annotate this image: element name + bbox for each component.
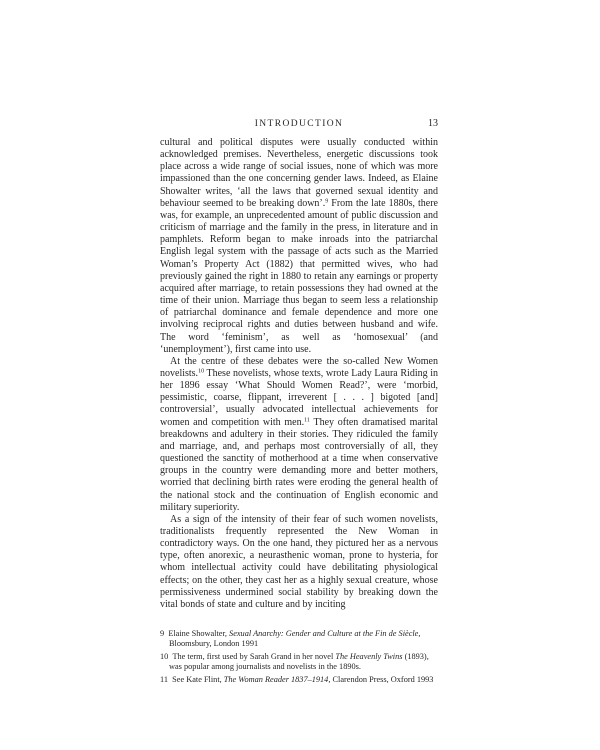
footnote-work-title: The Heavenly Twins <box>335 652 403 661</box>
footnote-ref-11: 11 <box>304 417 310 424</box>
footnote-text: The term, first used by Sarah Grand in her novel <box>172 652 336 661</box>
running-header <box>160 117 438 131</box>
footnote-text: Elaine Showalter, <box>168 629 230 638</box>
paragraph-2-text-c: They often dramatised marital breakdowns and adultery in their stories. They ridiculed the family and marriage, and, and perhaps most controversially of all, they questioned the sanctity of motherhood at a time when conservative groups in the country were demanding more and better mothers, worried that declining birth rates were eroding the general health of the national stock and the continuation of English economic and military superiority. <box>160 416 438 513</box>
footnote-number: 9 <box>160 629 165 638</box>
running-title: INTRODUCTION <box>254 119 344 129</box>
paragraph-3-text: As a sign of the intensity of their fear of such women novelists, traditionalists frequently represented the New Woman in contradictory ways. On the one hand, they pictured her as a nervous type, often anorexic, a neurasthenic woman, prone to hysteria, for whom intellectual activity could have debilitating physiological effects; on the other, they cast her as a highly sexual creature, whose permissiveness undermined social stability by breaking down the vital bonds of state and culture and by inciting <box>160 513 438 610</box>
footnote-ref-9: 9 <box>325 198 329 205</box>
paragraph-2 <box>160 356 438 514</box>
page-number: 13 <box>428 118 438 129</box>
footnote-work-title: Sexual Anarchy: Gender and Culture at the Fin de Siècle <box>229 629 419 638</box>
footnote-text: (1893), was popular among journalists and novelists in the 1890s. <box>169 652 429 672</box>
footnote-text: , Clarendon Press, Oxford 1993 <box>328 675 434 684</box>
paragraph-3 <box>160 514 438 611</box>
footnote-text: See Kate Flint, <box>172 675 224 684</box>
footnote-work-title: The Woman Reader 1837–1914 <box>223 675 329 684</box>
footnote-text: , Bloomsbury, London 1991 <box>169 629 421 649</box>
footnote-number: 11 <box>160 675 168 684</box>
footnote-9 <box>160 629 438 650</box>
footnote-11 <box>160 675 438 685</box>
footnotes <box>160 629 438 688</box>
paragraph-1-text-a: cultural and political disputes were usually conducted within acknowledged premises. Nevertheless, energetic discussions took place across a wide range of social issues, none of which was more impassioned than the one concerning gender laws. Indeed, as Elaine Showalter writes, ‘all the laws that governed sexual identity and behaviour seemed to be breaking down’. <box>160 137 438 209</box>
paragraph-2-text-b: These novelists, whose texts, wrote Lady Laura Riding in her 1896 essay ‘What Should Women Read?’, were ‘morbid, pessimistic, coarse, flippant, irreverent [ . . . ] bigoted [and] controversial’, usually advocated intellectual achievements for women and competition with men. <box>160 367 438 428</box>
paragraph-1 <box>160 137 438 356</box>
footnote-10 <box>160 652 438 673</box>
footnote-number: 10 <box>160 652 169 661</box>
paragraph-1-text-b: From the late 1880s, there was, for example, an unprecedented amount of public discussion and criticism of marriage and the family in the press, in literature and in pamphlets. Reform began to make inroads into the patriarchal English legal system with the passage of acts such as the Married Woman’s Property Act (1882) that permitted wives, who had previously gained the right in 1880 to retain any earnings or property acquired after marriage, to retain possessions they had owned at the time of their union. Marriage thus began to seem less a relationship of patriarchal dominance and female dependence and more one involving reciprocal rights and duties between husband and wife. The word ‘feminism’, as well as ‘homosexual’ (and ‘unemployment’), first came into use. <box>160 197 438 355</box>
footnote-ref-10: 10 <box>198 368 205 375</box>
body-text <box>160 137 438 611</box>
paragraph-2-text-a: At the centre of these debates were the so-called New Women novelists. <box>160 355 438 379</box>
